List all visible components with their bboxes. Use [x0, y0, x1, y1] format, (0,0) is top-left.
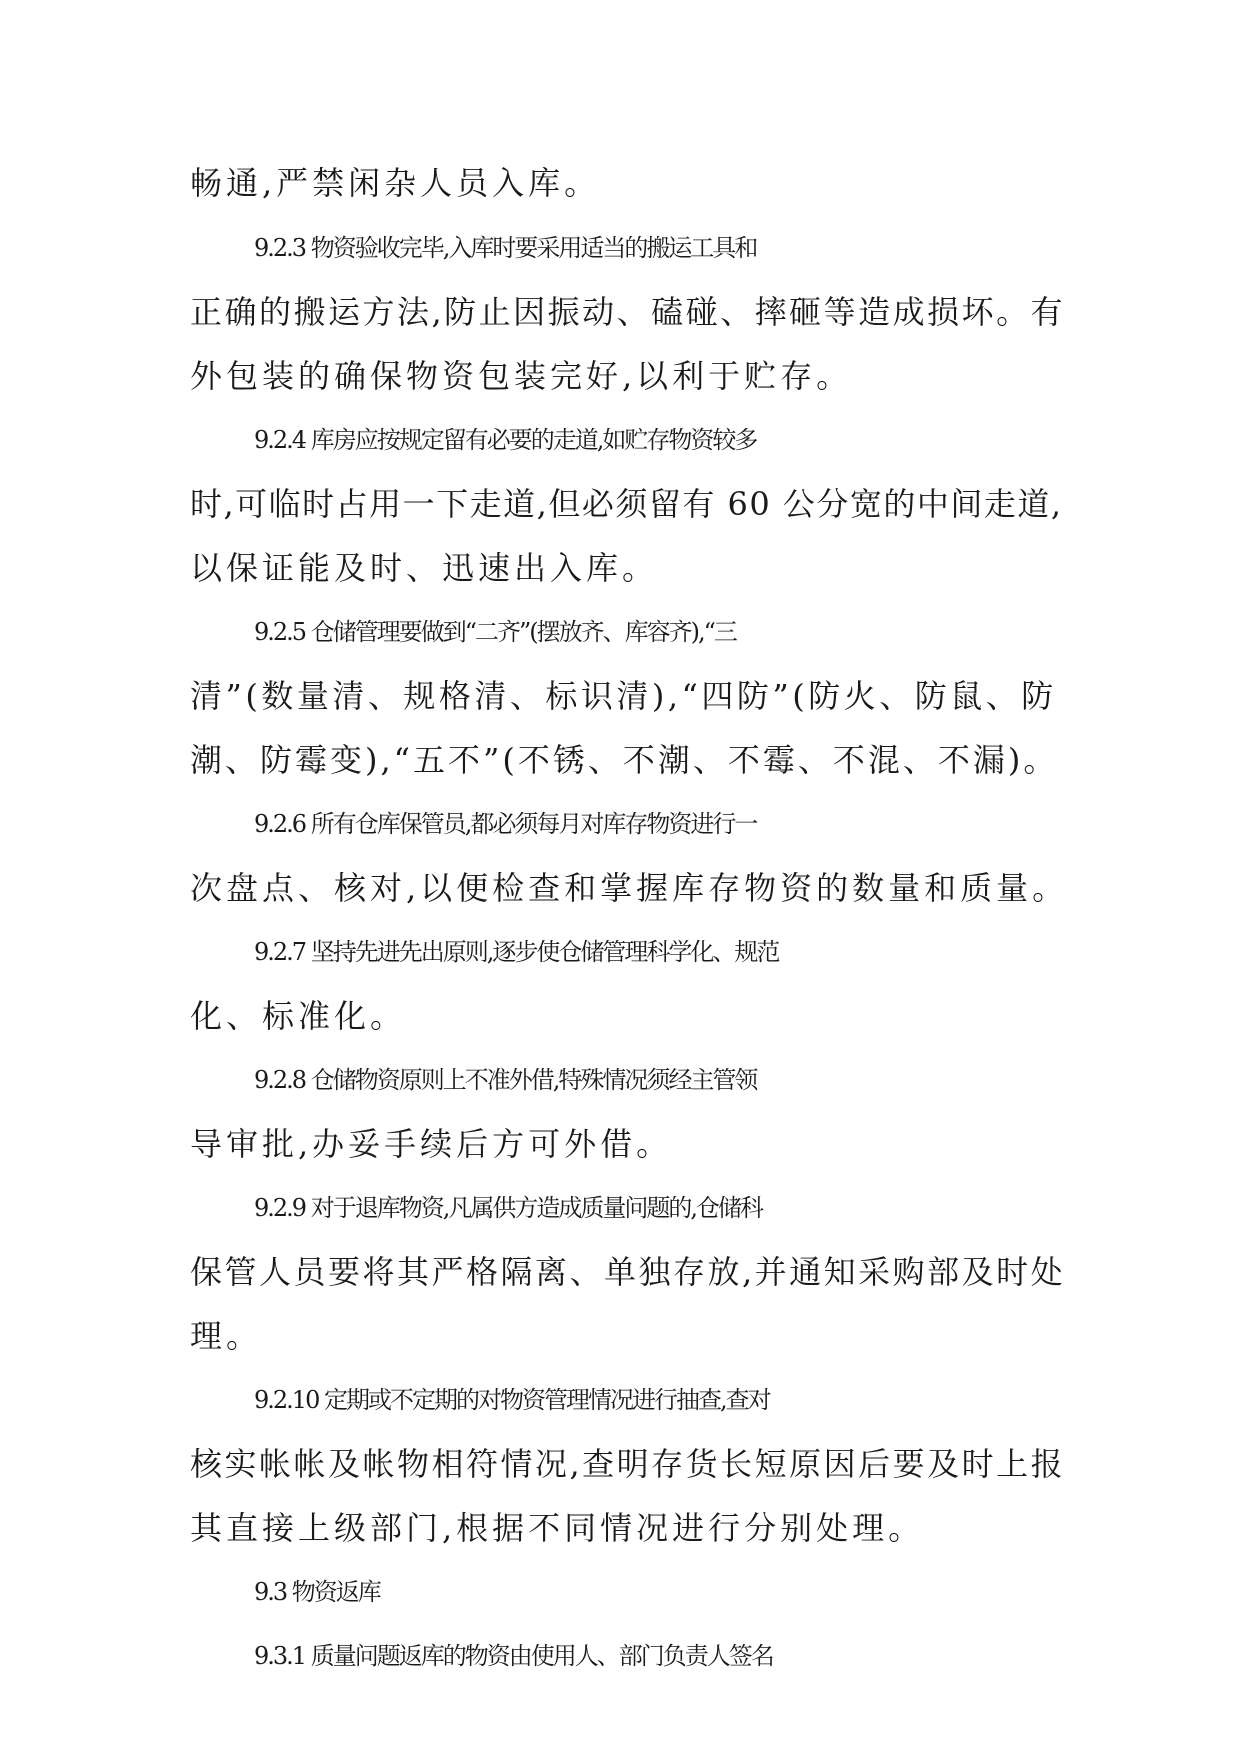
text-line: 以保证能及时、迅速出入库。: [190, 549, 659, 587]
text-line: 9.2.10 定期或不定期的对物资管理情况进行抽查,查对: [254, 1386, 770, 1414]
text-line: 畅通,严禁闲杂人员入库。: [190, 164, 601, 202]
text-line: 9.2.6 所有仓库保管员,都必须每月对库存物资进行一: [254, 810, 757, 838]
text-line: 9.2.9 对于退库物资,凡属供方造成质量问题的,仓储科: [254, 1194, 762, 1222]
text-line: 外包装的确保物资包装完好,以利于贮存。: [190, 357, 853, 395]
text-line: 9.2.5 仓储管理要做到“二齐”(摆放齐、库容齐),“三: [254, 618, 736, 646]
text-line: 时,可临时占用一下走道,但必须留有 60 公分宽的中间走道,: [190, 485, 1063, 523]
text-line: 9.2.3 物资验收完毕,入库时要采用适当的搬运工具和: [254, 234, 757, 262]
text-line: 其直接上级部门,根据不同情况进行分别处理。: [190, 1509, 925, 1547]
text-line: 9.2.8 仓储物资原则上不准外借,特殊情况须经主管领: [254, 1066, 757, 1094]
section-heading: 9.3 物资返库: [254, 1578, 380, 1606]
text-line: 导审批,办妥手续后方可外借。: [190, 1125, 673, 1163]
text-line: 9.3.1 质量问题返库的物资由使用人、部门负责人签名: [254, 1642, 773, 1670]
text-line: 清”(数量清、规格清、标识清),“四防”(防火、防鼠、防: [190, 677, 1057, 715]
text-line: 潮、防霉变),“五不”(不锈、不潮、不霉、不混、不漏)。: [190, 741, 1059, 779]
text-line: 化、标准化。: [190, 997, 407, 1035]
text-line: 9.2.7 坚持先进先出原则,逐步使仓储管理科学化、规范: [254, 938, 779, 966]
text-line: 9.2.4 库房应按规定留有必要的走道,如贮存物资较多: [254, 426, 757, 454]
text-line: 次盘点、核对,以便检查和掌握库存物资的数量和质量。: [190, 869, 1069, 907]
text-line: 正确的搬运方法,防止因振动、磕碰、摔砸等造成损坏。有: [190, 293, 1066, 331]
text-line: 核实帐帐及帐物相符情况,查明存货长短原因后要及时上报: [190, 1445, 1066, 1483]
text-line: 理。: [190, 1317, 263, 1355]
text-line: 保管人员要将其严格隔离、单独存放,并通知采购部及时处: [190, 1253, 1066, 1291]
